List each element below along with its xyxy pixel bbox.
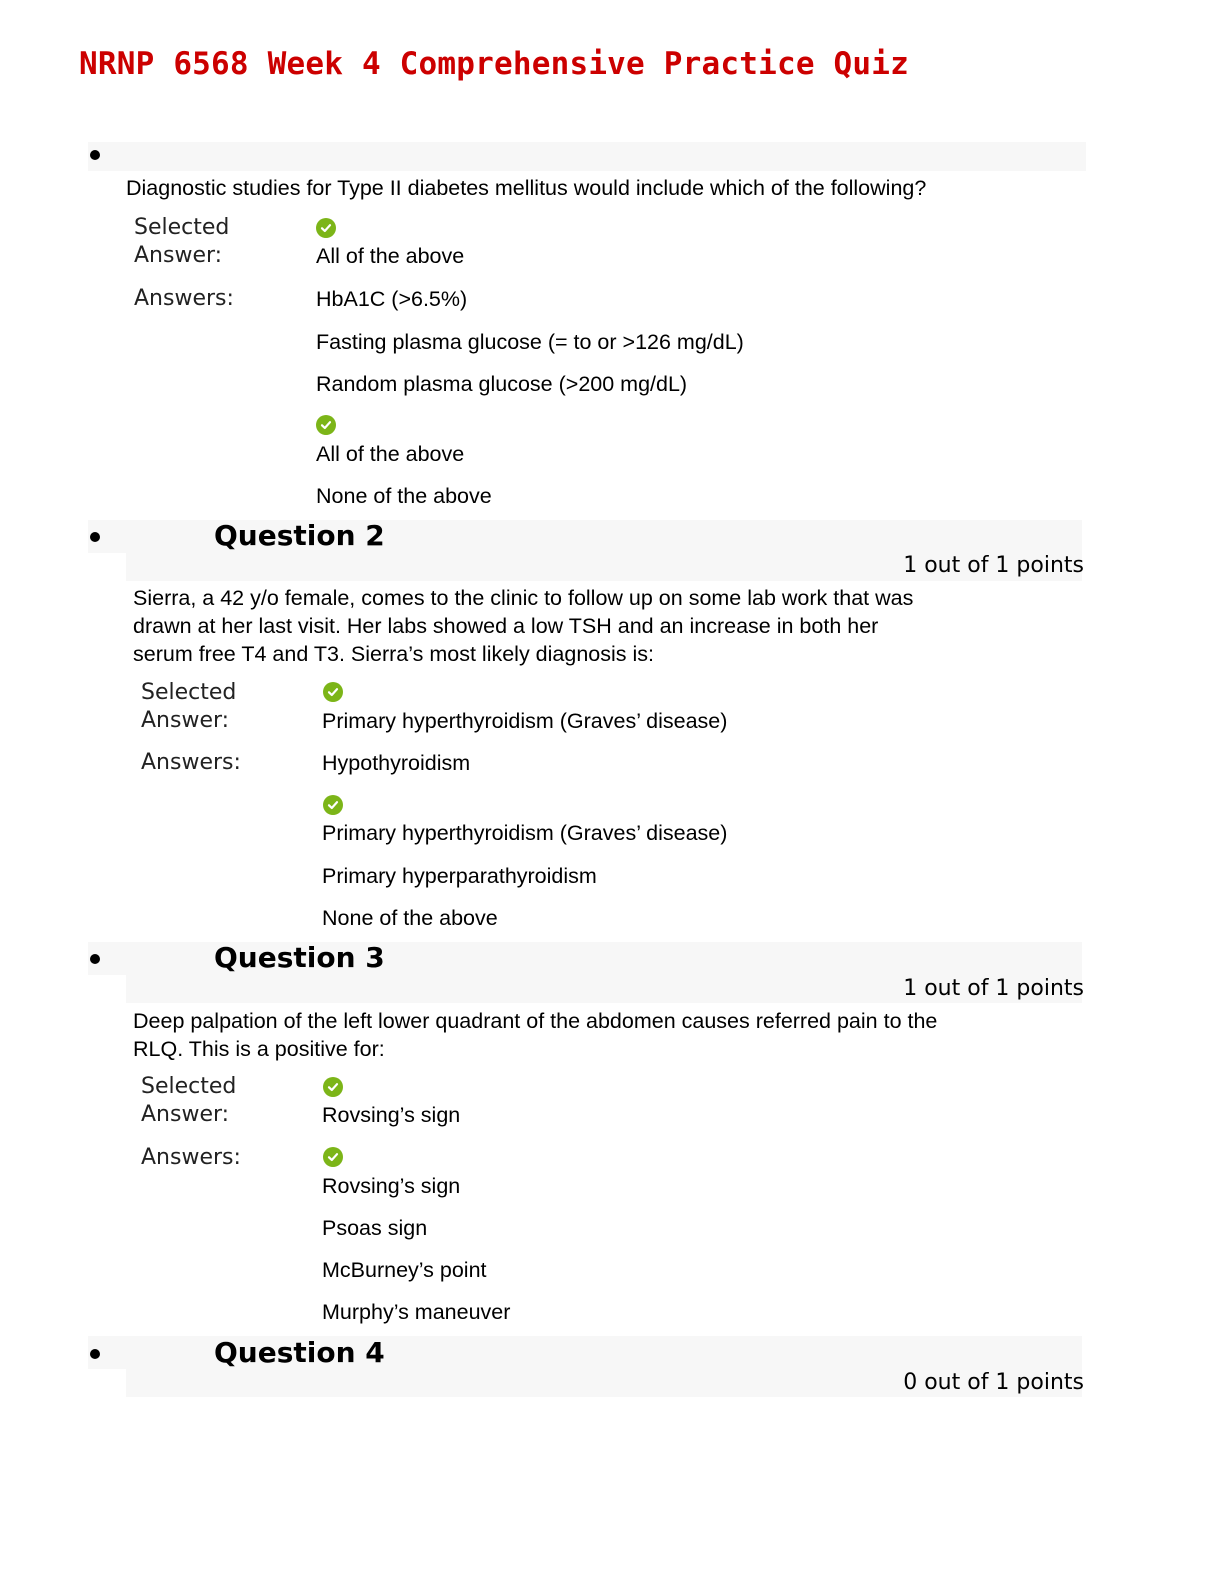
question-1-bullet xyxy=(90,150,100,160)
question-2-heading: Question 2 xyxy=(214,519,385,552)
question-2-selected-label: Selected Answer: xyxy=(141,680,237,733)
check-circle-icon xyxy=(323,682,343,702)
question-1-selected-answer: All of the above xyxy=(316,244,465,268)
question-2-answer-option: Primary hyperparathyroidism xyxy=(322,864,597,888)
question-3-bullet xyxy=(90,954,100,964)
question-1-answer-option: None of the above xyxy=(316,484,492,508)
question-2-selected-answer: Primary hyperthyroidism (Graves’ disease) xyxy=(322,709,728,733)
question-1-answer-option: Random plasma glucose (>200 mg/dL) xyxy=(316,372,688,396)
question-3-prompt: Deep palpation of the left lower quadrant of the abdomen causes referred pain to the RLQ. This is a positive for: xyxy=(133,1009,938,1061)
question-2-answer-option: Hypothyroidism xyxy=(322,751,471,775)
question-1-answer-option-correct: All of the above xyxy=(316,442,465,466)
check-circle-icon xyxy=(316,218,336,238)
question-3-answer-option: Murphy’s maneuver xyxy=(322,1300,511,1324)
question-1-prompt: Diagnostic studies for Type II diabetes mellitus would include which of the following? xyxy=(126,176,927,200)
question-1-answer-option: HbA1C (>6.5%) xyxy=(316,287,468,311)
document-title: NRNP 6568 Week 4 Comprehensive Practice Quiz xyxy=(79,46,909,82)
question-3-answer-option-correct: Rovsing’s sign xyxy=(322,1174,461,1198)
question-4-heading: Question 4 xyxy=(214,1336,385,1369)
question-3-answers-label: Answers: xyxy=(141,1145,241,1170)
question-4-bullet xyxy=(90,1349,100,1359)
question-3-selected-answer: Rovsing’s sign xyxy=(322,1103,461,1127)
check-circle-icon xyxy=(316,415,336,435)
question-2-answer-option-correct: Primary hyperthyroidism (Graves’ disease) xyxy=(322,821,728,845)
question-2-bullet xyxy=(90,532,100,542)
check-circle-icon xyxy=(323,1147,343,1167)
question-2-answer-option: None of the above xyxy=(322,906,498,930)
question-1-selected-label: Selected Answer: xyxy=(134,215,230,268)
question-2-prompt: Sierra, a 42 y/o female, comes to the clinic to follow up on some lab work that was drawn at her last visit. Her labs showed a low TSH and an increase in both her serum free T4 and T3. Sierra’s most likely diagnosis is: xyxy=(133,586,914,666)
check-circle-icon xyxy=(323,795,343,815)
question-2-answers-label: Answers: xyxy=(141,750,241,775)
question-3-points: 1 out of 1 points xyxy=(903,976,1084,1001)
question-3-selected-label: Selected Answer: xyxy=(141,1074,237,1127)
check-circle-icon xyxy=(323,1077,343,1097)
question-3-answer-option: Psoas sign xyxy=(322,1216,428,1240)
question-4-points: 0 out of 1 points xyxy=(903,1370,1084,1395)
question-1-answer-option: Fasting plasma glucose (= to or >126 mg/dL) xyxy=(316,330,744,354)
question-3-heading: Question 3 xyxy=(214,941,385,974)
question-3-answer-option: McBurney’s point xyxy=(322,1258,487,1282)
question-1-answers-label: Answers: xyxy=(134,286,234,311)
question-1-header-bar xyxy=(88,142,1086,171)
question-2-points: 1 out of 1 points xyxy=(903,553,1084,578)
